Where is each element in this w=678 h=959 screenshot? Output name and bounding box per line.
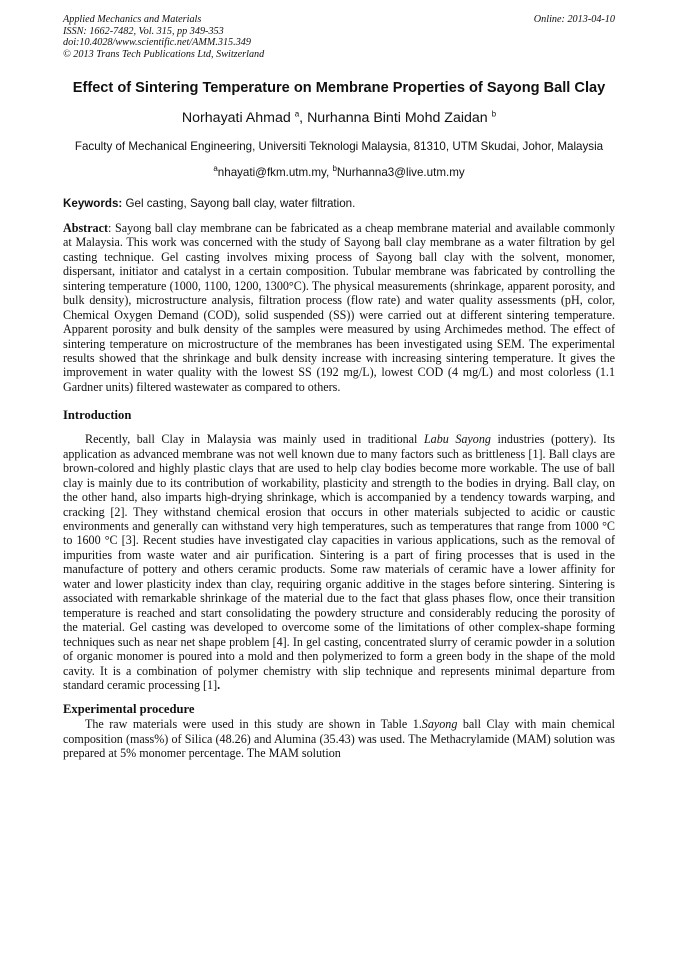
introduction-paragraph [63, 432, 615, 692]
introduction-heading: Introduction [63, 408, 132, 423]
experimental-heading: Experimental procedure [63, 702, 195, 717]
author-2: Nurhanna Binti Mohd Zaidan [307, 110, 488, 127]
paper-title: Effect of Sintering Temperature on Membrane Properties of Sayong Ball Clay [72, 80, 606, 97]
affiliation: Faculty of Mechanical Engineering, Universiti Teknologi Malaysia, 81310, UTM Skudai, Johor, Malaysia [74, 140, 604, 154]
keywords-text: Gel casting, Sayong ball clay, water filtration. [122, 196, 356, 210]
author-separator: , [299, 110, 308, 127]
email-2: Nurhanna3@live.utm.my [336, 165, 465, 179]
intro-text-2: industries (pottery). Its application as advanced membrane was not well known due to many factors such as brittleness [1]. Ball clays are brown-colored and highly plastic clays that are used to help clay bodies become more workable. The use of ball clay is mainly due to its contribution of workability, plasticity and strength to the bodies in drying. Ball clay, on the other hand, also imparts high-drying shrinkage, which is accompanied by a tendency towards warping, and cracking [2]. They withstand chemical erosion that occurs in other materials subjected to acidic or caustic environments and generally can withstand very high temperatures, such as temperatures that range from 1000 °C to 1600 °C [3]. Recent studies have investigated clay capacities in various applications, such as the removal of impurities from waste water and air purification. Sintering is a part of firing processes that is used in the manufacture of pottery and others ceramic products. Some raw materials of ceramic have a lower affinity for water and lower plasticity index than clay, requiring organic additive in the stages before sintering. Sintering is associated with remarkable shrinkage of the material due to the fact that glass phases flow, once their transition temperature is reached and start consolidating the powdery structure and considerably reducing the porosity of the material. Gel casting was developed to overcome some of the limitations of other complex-shape forming techniques such as near net shape problem [4]. In gel casting, concentrated slurry of ceramic powder in a solution of organic monomer is poured into a mold and then polymerized to form a green body in the shape of the mold cavity. It is a combination of polymer chemistry with slip technique and represents minimal departure from standard ceramic processing [1] [63, 432, 616, 693]
abstract-text: : Sayong ball clay membrane can be fabricated as a cheap membrane material and available commonly at Malaysia. This work was concerned with the study of Sayong ball clay membrane as a water filtration by gel casting technique. Gel casting involves mixing process of Sayong ball clay with the solvent, monomer, dispersant, initiator and catalyst in a certain composition. Tubular membrane was fabricated by controlling the sintering temperature (1000, 1100, 1200, 1300°C). The physical measurements (shrinkage, apparent porosity, and bulk density), microstructure analysis, filtration process (flow rate) and water quality assessments (pH, color, Chemical Oxygen Demand (COD), solid suspended (SS)) were carried out at different sintering temperature. Apparent porosity and bulk density of the samples were measured by using Archimedes method. The effect of sintering temperature on microstructure of the membranes has been investigated using SEM. The experimental results showed that the shrinkage and bulk density increase with increasing sintering temperature. It gives the improvement in water quality with the lowest SS (192 mg/L), lowest COD (4 mg/L) and most colorless (1.1 Gardner units) filtered wastewater as compared to others. [63, 220, 615, 394]
journal-name: Applied Mechanics and Materials [63, 14, 202, 25]
keywords-label: Keywords: [63, 196, 123, 210]
abstract [63, 221, 615, 394]
author-1: Norhayati Ahmad [181, 110, 291, 127]
exp-text-2: ball Clay with main chemical composition (mass%) of Silica (48.26) and Alumina (35.43) was used. The Methacrylamide (MAM) solution was prepared at 5% monomer percentage. The MAM solution [63, 717, 616, 761]
journal-issn: ISSN: 1662-7482, Vol. 315, pp 349-353 [63, 25, 224, 37]
author-2-sup: b [491, 109, 497, 119]
email-2-sup: b [332, 164, 337, 174]
paper-page [63, 14, 615, 761]
author-1-sup: a [294, 109, 300, 119]
keywords [63, 196, 615, 211]
author-line [63, 110, 615, 127]
email-line [63, 165, 615, 180]
exp-text-1: The raw materials were used in this study are shown in Table 1. [85, 717, 422, 732]
email-1: nhayati@fkm.utm.my, [217, 165, 333, 179]
abstract-label: Abstract [63, 220, 109, 235]
exp-italic-1: Sayong [421, 717, 458, 732]
intro-end: . [217, 678, 221, 693]
intro-text-1: Recently, ball Clay in Malaysia was mainly used in traditional [85, 432, 424, 447]
journal-header [63, 14, 615, 60]
intro-italic-1: Labu Sayong [423, 432, 491, 447]
online-date: Online: 2013-04-10 [533, 14, 615, 25]
journal-doi: doi:10.4028/www.scientific.net/AMM.315.349 [63, 37, 251, 49]
journal-copyright: © 2013 Trans Tech Publications Ltd, Switzerland [63, 48, 265, 60]
email-1-sup: a [213, 164, 218, 174]
experimental-paragraph [63, 717, 615, 760]
